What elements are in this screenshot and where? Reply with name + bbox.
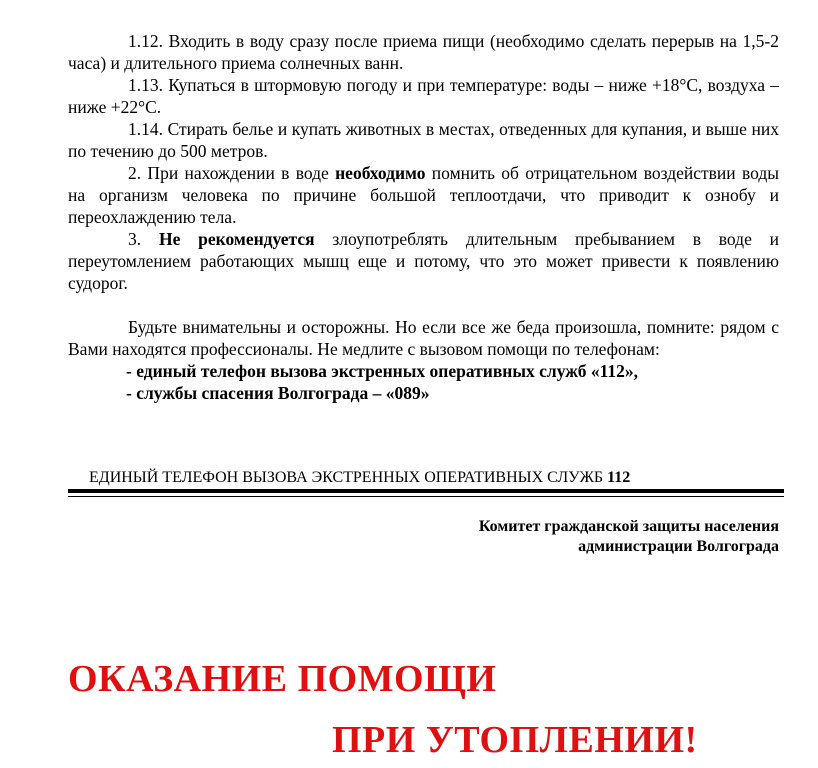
- body-text: [68, 30, 779, 404]
- attention-paragraph: Будьте внимательны и осторожны. Но если все же беда произошла, помните: рядом с Вами находятся профессионалы. Не медлите с вызовом помощи по телефонам:: [68, 317, 779, 359]
- divider-thick: [68, 489, 784, 493]
- organization-line-1: Комитет гражданской защиты населения: [478, 518, 779, 535]
- paragraph-3: [68, 228, 779, 294]
- bullet-item-112: - единый телефон вызова экстренных оперативных служб «112»,: [126, 361, 639, 381]
- bullet-item-089: - службы спасения Волгограда – «089»: [126, 383, 430, 403]
- divider-thin: [68, 496, 784, 497]
- paragraph-2: [68, 162, 779, 228]
- paragraph-2-lead: 2. При нахождении в воде: [128, 163, 336, 183]
- paragraph-3-emphasis: Не рекомендуется: [158, 229, 315, 249]
- headline-line-2: ПРИ УТОПЛЕНИИ!: [332, 719, 698, 761]
- organization-signature: [479, 517, 779, 557]
- paragraph-1-13: 1.13. Купаться в штормовую погоду и при температуре: воды – ниже +18°С, воздуха – ниже +22°С.: [68, 75, 779, 117]
- footer-emergency-title: [89, 468, 630, 488]
- paragraph-2-rest: помнить об отрицательном воздействии воды на организм человека по причине большой теплоотдачи, что приводит к ознобу и переохлаждению тела.: [68, 163, 779, 227]
- paragraph-1-12: 1.12. Входить в воду сразу после приема пищи (необходимо сделать перерыв на 1,5-2 часа) и длительного приема солнечных ванн.: [68, 31, 779, 73]
- organization-line-2: администрации Волгограда: [578, 538, 779, 555]
- paragraph-3-rest: злоупотреблять длительным пребыванием в воде и переутомлением работающих мышц еще и потому, что это может привести к появлению судорог.: [68, 229, 780, 293]
- paragraph-1-14: 1.14. Стирать белье и купать животных в местах, отведенных для купания, и выше них по течению до 500 метров.: [68, 119, 779, 161]
- paragraph-3-lead: 3.: [128, 229, 159, 249]
- footer-title-text: ЕДИНЫЙ ТЕЛЕФОН ВЫЗОВА ЭКСТРЕННЫХ ОПЕРАТИВНЫХ СЛУЖБ: [89, 469, 608, 486]
- footer-title-number: 112: [607, 469, 631, 486]
- paragraph-2-emphasis: необходимо: [335, 163, 426, 183]
- headline-line-1: ОКАЗАНИЕ ПОМОЩИ: [68, 658, 497, 700]
